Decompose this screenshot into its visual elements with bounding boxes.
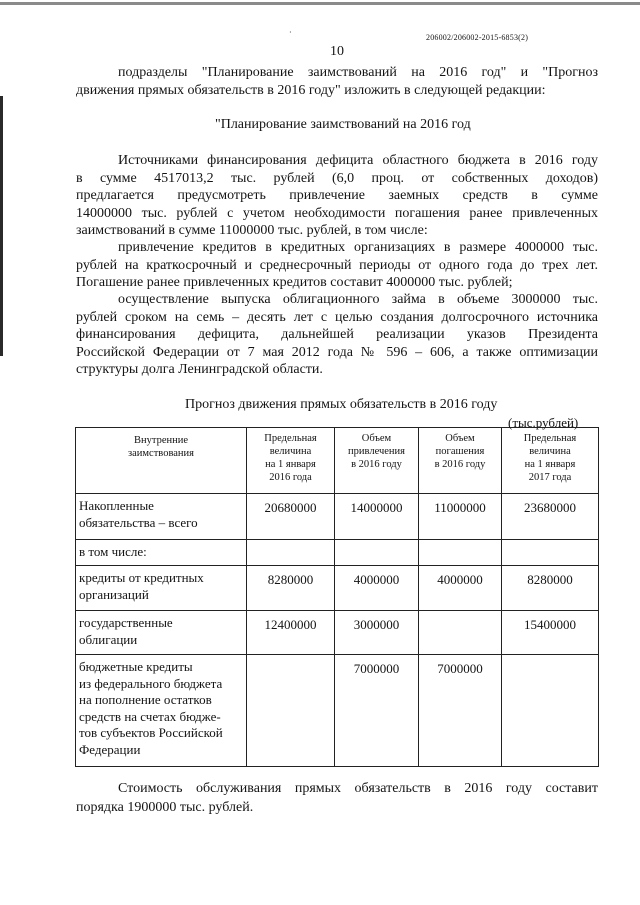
paragraph-credits	[76, 239, 598, 292]
text-line: рублей сроком на семь – десять лет с целью создания долгосрочного источника	[76, 309, 598, 325]
value-cell: 12400000	[247, 611, 335, 655]
value-cell: 20680000	[247, 494, 335, 540]
header-line: на 1 января	[524, 459, 576, 470]
label-line: Федерации	[79, 741, 141, 757]
document-id: 206002/206002-2015-6853(2)	[426, 33, 529, 42]
header-line: погашения	[435, 446, 485, 457]
paragraph-sources	[76, 152, 598, 240]
value-cell	[335, 540, 419, 566]
label-line: кредиты от кредитных	[79, 570, 204, 585]
row-label	[76, 494, 247, 540]
row-label	[76, 655, 247, 767]
scan-mark: ·	[289, 28, 292, 37]
section-heading: "Планирование заимствований на 2016 год	[215, 117, 471, 132]
text-line: заимствований в сумме 11000000 тыс. рублей, в том числе:	[76, 223, 428, 238]
label-line: средств на счетах бюдже-	[79, 708, 221, 724]
intro-line: движения прямых обязательств в 2016 году" изложить в следующей редакции:	[76, 82, 546, 98]
column-header	[502, 428, 599, 494]
label-line: облигации	[79, 631, 138, 647]
value-cell	[502, 655, 599, 767]
header-line: на 1 января	[265, 459, 316, 470]
value-cell: 14000000	[335, 494, 419, 540]
header-line: величина	[529, 446, 571, 457]
table-row	[76, 655, 599, 767]
value-cell: 23680000	[502, 494, 599, 540]
text-line: структуры долга Ленинградской области.	[76, 362, 323, 377]
table-row	[76, 611, 599, 655]
text-line: Стоимость обслуживания прямых обязательств в 2016 году составит	[118, 781, 598, 796]
label-line: на пополнение остатков	[79, 692, 212, 707]
column-header	[335, 428, 419, 494]
value-cell: 11000000	[419, 494, 502, 540]
header-line: Внутренние	[133, 435, 189, 446]
text-line: Источниками финансирования дефицита областного бюджета в 2016 году	[118, 153, 598, 168]
header-line: Объем	[445, 433, 475, 444]
column-header	[419, 428, 502, 494]
text-line: привлечение кредитов в кредитных организациях в размере 4000000 тыс.	[118, 240, 598, 255]
text-line: финансирования дефицита, дальнейшей реализации указов Президента	[76, 327, 598, 342]
label-line: в том числе:	[79, 544, 147, 559]
header-line: 2017 года	[528, 472, 572, 483]
obligations-table	[75, 427, 599, 767]
table-title: Прогноз движения прямых обязательств в 2016 году	[185, 397, 498, 412]
row-label	[76, 611, 247, 655]
value-cell	[247, 540, 335, 566]
text-line: рублей на краткосрочный и среднесрочный периоды от одного года до трех лет.	[76, 257, 598, 273]
header-line: 2016 года	[269, 472, 312, 483]
header-line: Объем	[361, 433, 392, 444]
paragraph-bonds	[76, 291, 598, 379]
value-cell	[419, 611, 502, 655]
text-line: порядка 1900000 тыс. рублей.	[76, 800, 254, 815]
text-line: Российской Федерации от 7 мая 2012 года № 596 – 606, а также оптимизации	[76, 344, 598, 360]
label-line: обязательства – всего	[79, 514, 198, 530]
margin-bar	[0, 96, 3, 356]
intro-paragraph	[76, 64, 598, 99]
value-cell: 3000000	[335, 611, 419, 655]
header-line: Предельная	[264, 433, 317, 444]
text-line: предлагается предусмотреть привлечение заемных средств в сумме	[76, 188, 598, 203]
header-line: в 2016 году	[351, 459, 402, 470]
label-line: организаций	[79, 586, 149, 602]
value-cell: 7000000	[335, 655, 419, 767]
top-rule	[0, 2, 640, 5]
header-line: в 2016 году	[434, 459, 486, 470]
table-units: (тыс.рублей)	[508, 415, 579, 430]
label-line: бюджетные кредиты	[79, 659, 193, 674]
value-cell: 15400000	[502, 611, 599, 655]
label-line: из федерального бюджета	[79, 675, 223, 691]
closing-paragraph	[76, 779, 598, 817]
row-label	[76, 566, 247, 611]
header-line: заимствования	[127, 448, 194, 459]
label-line: тов субъектов Российской	[79, 725, 223, 740]
header-line: Предельная	[523, 433, 577, 444]
value-cell	[419, 540, 502, 566]
table-header-row	[76, 428, 599, 494]
value-cell: 8280000	[247, 566, 335, 611]
intro-line: подразделы "Планирование заимствований на 2016 год" и "Прогноз	[118, 65, 598, 80]
value-cell: 8280000	[502, 566, 599, 611]
column-header	[76, 428, 247, 494]
header-line: привлечения	[348, 446, 405, 457]
column-header	[247, 428, 335, 494]
text-line: в сумме 4517013,2 тыс. рублей (6,0 проц. от собственных доходов)	[76, 170, 598, 186]
value-cell	[502, 540, 599, 566]
label-line: государственные	[79, 615, 173, 630]
value-cell	[247, 655, 335, 767]
text-line: Погашение ранее привлеченных кредитов составит 4000000 тыс. рублей;	[76, 275, 513, 290]
value-cell: 4000000	[419, 566, 502, 611]
value-cell: 4000000	[335, 566, 419, 611]
page-number: 10	[330, 44, 344, 59]
table-row	[76, 566, 599, 611]
table-row	[76, 540, 599, 566]
text-line: осуществление выпуска облигационного займа в объеме 3000000 тыс.	[118, 292, 598, 307]
value-cell: 7000000	[419, 655, 502, 767]
label-line: Накопленные	[79, 498, 154, 513]
text-line: 14000000 тыс. рублей с учетом необходимости погашения ранее привлеченных	[76, 205, 598, 221]
header-line: величина	[269, 446, 312, 457]
row-label	[76, 540, 247, 566]
table-row	[76, 494, 599, 540]
